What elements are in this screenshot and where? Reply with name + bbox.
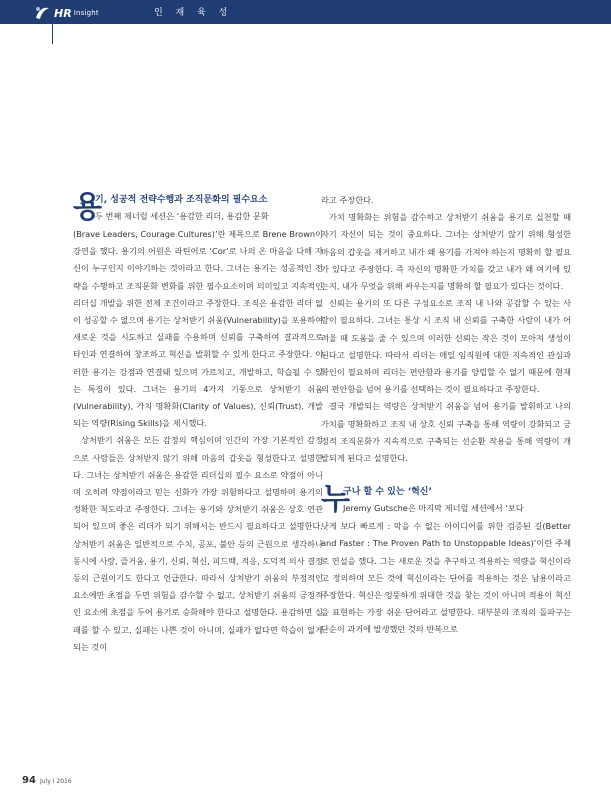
paragraph: 상처받기 쉬움은 모든 감정의 핵심이며 인간의 가장 기본적인 감정으로 사람들은 상처받지 않기 위해 마음의 갑옷을 형성한다고 설명한다. 그녀는 상처받기 쉬움은 용감한 리더십의 필수 요소로 약점이 아니며 오히려 약점이라고 믿는 신화가 가장 위험하다고 설명하며 용기의 정확한 척도라고 주장한다. 그녀는 용기와 상처받기 쉬움은 상호 연관되어 있으며 좋은 리더가 되기 위해서는 반드시 필요하다고 설명한다. 상처받기 쉬움은 일반적으로 수치, 공포, 불안 등의 근원으로 생각하나 동시에 사랑, 즐거움, 용기, 신뢰, 혁신, 피드백, 적응, 도덕적 의사 결정 등의 근원이기도 한다고 언급한다. 따라서 상처받기 쉬움의 부정적인 요소에만 초점을 두면 위험을 감수할 수 없고, 상처받기 쉬움의 긍정적인 요소에 초점을 두어 용기로 승화해야 한다고 설명한다. 용감하면 실패를 할 수 있고, 실패는 나쁜 것이 아니며, 실패가 없다면 학습이 없게 되는 것이: [73, 435, 323, 652]
subheading: 구나 할 수 있는 ‘혁신’: [343, 487, 432, 498]
section-heading-courage: [73, 192, 323, 226]
header-divider: [52, 24, 53, 44]
logo-mark-icon: [34, 5, 50, 21]
paragraph: 신뢰는 용기의 또 다른 구성요소로 조직 내 나와 공감할 수 있는 사람이 필요하다. 그녀는 통상 시 조직 내 신뢰를 구축한 사람이 내가 어려울 때 도움을 줄 수 있으며 이러한 신뢰는 작은 것이 모아져 생성이 된다고 설명한다. 따라서 리더는 매일 임직원에 대한 지속적인 관심과 확인이 필요하며 리더는 편안함과 용기를 양립할 수 없기 때문에 현재의 편안함을 넘어 용기를 선택하는 것이 필요하다고 주장한다.: [321, 298, 571, 395]
paragraph: 결국 개발되는 역량은 상처받기 쉬움을 넘어 용기를 발휘하고 나의 가치를 명확화하고 조직 내 상호 신뢰 구축을 통해 역량이 강화되고 긍정적 조직문화가 지속적으로 구축되는 선순환 작용을 통해 역량이 개발되게 된다고 설명한다.: [321, 401, 571, 464]
paragraph: 낫게 보다 빠르게 : 막을 수 없는 아이디어를 위한 검증된 길(Better and Faster : The Proven Path to Unstoppable Ideas)’이란 주제로 연설을 했다. 그는 새로운 것을 추구하고 적용하는 역량을 혁신이라고 정의하며 모든 것에 혁신이라는 단어를 적용하는 것은 남용이라고 주장한다. 혁신은 엉뚱하게 위대한 것을 찾는 것이 아니며 적용이 혁신을 표현하는 가장 쉬운 단어라고 설명한다. 대부분의 조직의 돌파구는 단순이 과거에 발생했던 것의 반복으로: [321, 521, 571, 635]
paragraph: (Brave Leaders, Courage Cultures)’란 제목으로 Brene Brown이 강연을 했다. 용기의 어원은 라틴어로 ‘Cor’로 나의 온 마음을 다해 자신이 누구인지 이야기하는 것이라고 한다. 그녀는 용기는 성공적인 전략을 수행하고 조직문화 변화를 위한 필수요소이며 의미있고 지속적인 리더십 개발을 위한 전제 조건이라고 주장한다. 조직은 용감한 리더 없이 성공할 수 없으며 용기는 상처받기 쉬움(Vulnerability)을 포용하여 새로운 것을 시도하고 실패를 수용하며 신뢰를 구축하여 결과적으로 타인과 연결하여 창조하고 혁신을 발휘할 수 있게 한다고 주장한다. 이러한 용기는 강점과 연결돼 있으며 가르치고, 개발하고, 학습될 수 있는 특징이 있다. 그녀는 용기의 4가지 기둥으로 상처받기 쉬움(Vulnerability), 가치 명확화(Clarity of Values), 신뢰(Trust), 개발되는 역량(Rising Skills)을 제시했다.: [73, 229, 323, 429]
first-line: Jeremy Gutsche은 마지막 제너럴 세션에서 ‘보다: [343, 503, 524, 514]
paragraph: 라고 주장한다.: [321, 195, 374, 205]
paragraph: 가치 명확화는 위험을 감수하고 상처받기 쉬움을 용기로 실천할 때 자기 자신이 되는 것이 중요하다. 그녀는 상처받기 않기 위해 형성한 마음의 갑옷을 제거하고 내가 왜 용기를 가져야 하는지 명확히 할 필요가 있다고 주장한다. 즉 자신의 명확한 가치를 갖고 내가 왜 여기에 있는지, 내가 무엇을 위해 싸우는지를 명확히 할 필요가 있다는 것이다.: [321, 212, 571, 292]
section-title: 인 재 육 성: [154, 8, 233, 18]
dropcap: 용: [73, 190, 102, 225]
section-heading-innovation: [321, 484, 571, 518]
issue-date: July I 2016: [40, 778, 72, 785]
hr-insight-logo: [34, 4, 99, 22]
page-number: 94: [22, 775, 36, 786]
dropcap: 누: [321, 482, 350, 518]
header-bar: [0, 0, 611, 24]
left-column: [73, 192, 323, 656]
logo-insight-text: Insight: [73, 9, 99, 17]
right-column: [321, 192, 571, 639]
spacer: [321, 467, 571, 484]
subheading: 기, 성공적 전략수행과 조직문화의 필수요소: [95, 195, 268, 205]
first-line: 두 번째 제너럴 세션은 ‘용감한 리더, 용감한 문화: [95, 211, 269, 221]
logo-hr-text: HR: [54, 6, 72, 20]
